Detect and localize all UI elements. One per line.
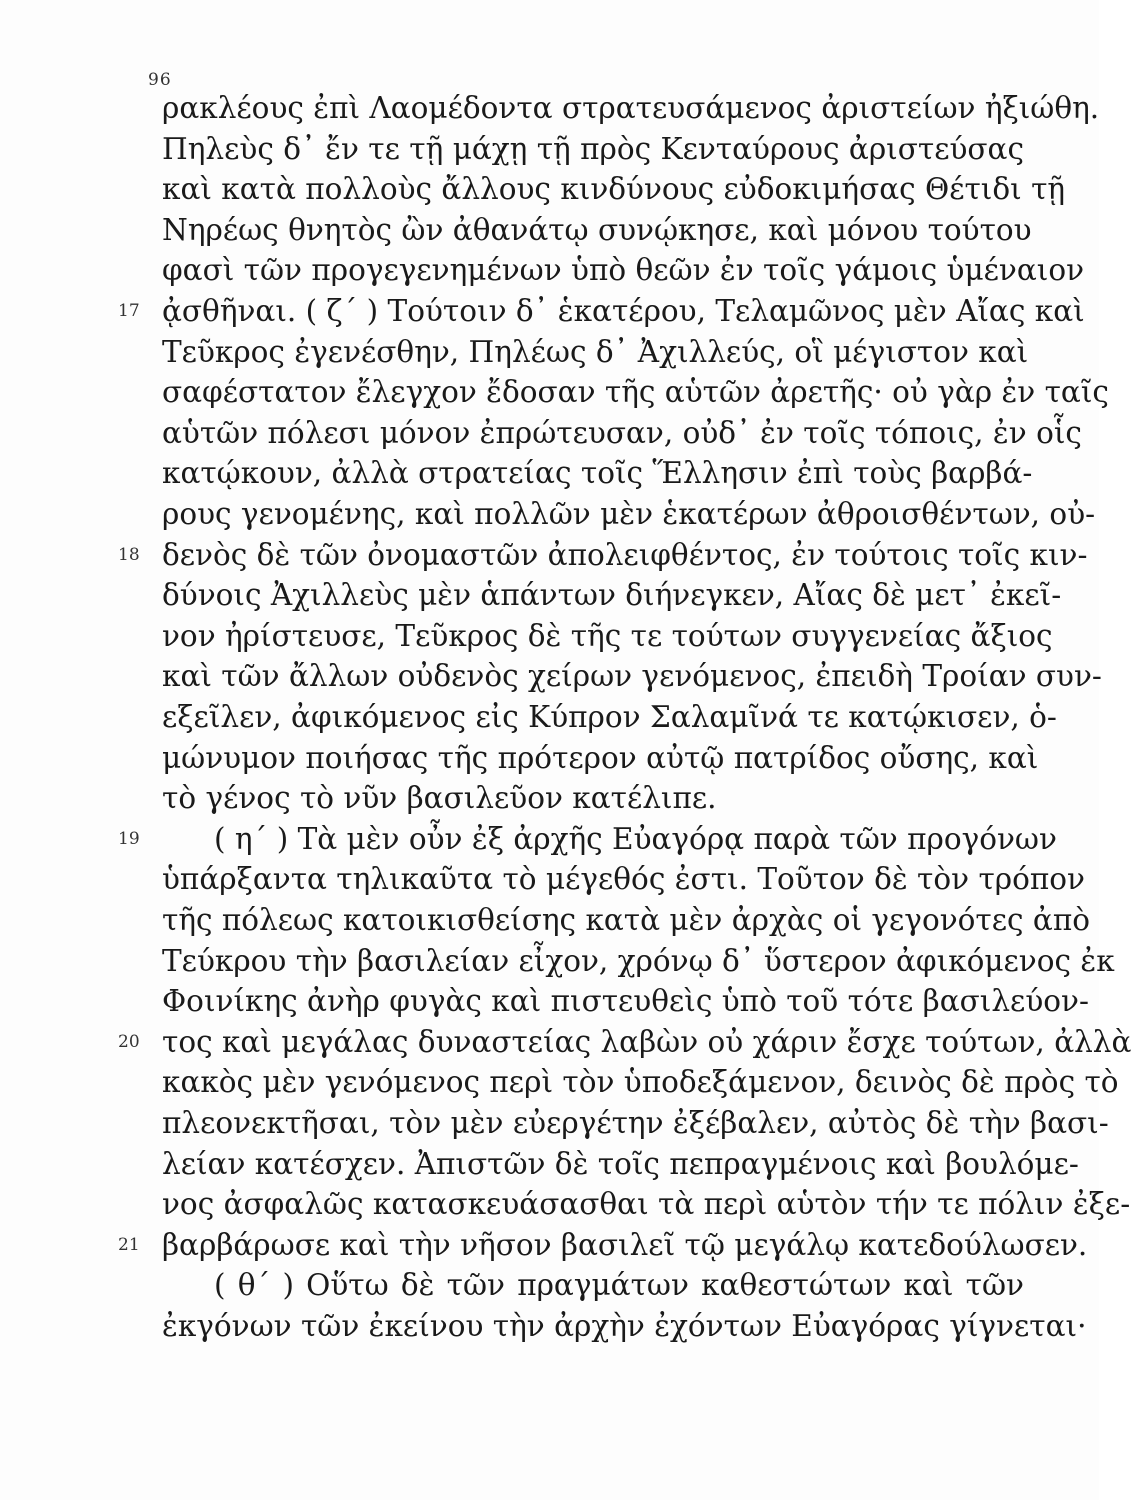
margin-section-number: 17 <box>118 301 140 321</box>
text-line: νον ἠρίστευσε, Τεῦκρος δὲ τῆς τε τούτων συγγενείας ἄξιος <box>162 618 1053 653</box>
text-line: καὶ τῶν ἄλλων οὐδενὸς χείρων γενόμενος, ἐπειδὴ Τροίαν συν- <box>162 659 1102 694</box>
text-line: ( θ´ ) Οὕτω δὲ τῶν πραγμάτων καθεστώτων καὶ τῶν <box>214 1268 1024 1303</box>
text-line: σαφέστατον ἔλεγχον ἔδοσαν τῆς αὑτῶν ἀρετῆς· οὐ γὰρ ἐν ταῖς <box>162 375 1109 410</box>
text-line: νος ἀσφαλῶς κατασκευάσασθαι τὰ περὶ αὑτὸν τήν τε πόλιν ἐξε- <box>162 1187 1131 1222</box>
text-line: ρους γενομένης, καὶ πολλῶν μὲν ἑκατέρων ἀθροισθέντων, οὐ- <box>162 497 1096 531</box>
text-line: κακὸς μὲν γενόμενος περὶ τὸν ὑποδεξάμενον, δεινὸς δὲ πρὸς τὸ <box>162 1065 1119 1100</box>
margin-section-number: 20 <box>118 1031 140 1052</box>
text-line: μώνυμον ποιήσας τῆς πρότερον αὐτῷ πατρίδος οὔσης, καὶ <box>162 740 1039 775</box>
text-line: τος καὶ μεγάλας δυναστείας λαβὼν οὐ χάριν ἔσχε τούτων, ἀλλὰ <box>162 1024 1131 1059</box>
text-line: Νηρέως θνητὸς ὢν ἀθανάτῳ συνῴκησε, καὶ μόνου τούτου <box>162 212 1032 247</box>
text-line: λείαν κατέσχεν. Ἀπιστῶν δὲ τοῖς πεπραγμένοις καὶ βουλόμε- <box>162 1146 1079 1181</box>
text-line: πλεονεκτῆσαι, τὸν μὲν εὐεργέτην ἐξέβαλεν, αὐτὸς δὲ τὴν βασι- <box>162 1106 1109 1140</box>
margin-section-number: 21 <box>118 1234 140 1255</box>
text-line: τὸ γένος τὸ νῦν βασιλεῦον κατέλιπε. <box>162 781 717 816</box>
page-number: 96 <box>148 70 172 90</box>
text-line: δενὸς δὲ τῶν ὀνομαστῶν ἀπολειφθέντος, ἐν τούτοις τοῖς κιν- <box>162 537 1088 572</box>
text-line: βαρβάρωσε καὶ τὴν νῆσον βασιλεῖ τῷ μεγάλῳ κατεδούλωσεν. <box>162 1227 1088 1262</box>
text-line: ( η´ ) Τὰ μὲν οὖν ἐξ ἀρχῆς Εὐαγόρᾳ παρὰ τῶν προγόνων <box>214 821 1057 856</box>
text-line: Πηλεὺς δ᾽ ἔν τε τῇ μάχῃ τῇ πρὸς Κενταύρους ἀριστεύσας <box>162 131 1024 166</box>
margin-section-number: 18 <box>118 544 140 565</box>
text-line: καὶ κατὰ πολλοὺς ἄλλους κινδύνους εὐδοκιμήσας Θέτιδι τῇ <box>162 172 1066 207</box>
text-line: αὑτῶν πόλεσι μόνον ἐπρώτευσαν, οὐδ᾽ ἐν τοῖς τόποις, ἐν οἷς <box>162 415 1082 450</box>
text-line: Τεύκρου τὴν βασιλείαν εἶχον, χρόνῳ δ᾽ ὕστερον ἀφικόμενος ἐκ <box>162 943 1115 978</box>
text-line: εξεῖλεν, ἀφικόμενος εἰς Κύπρον Σαλαμῖνά τε κατῴκισεν, ὁ- <box>162 700 1057 734</box>
margin-section-number: 19 <box>118 828 140 849</box>
text-line: ᾀσθῆναι. ( ζ´ ) Τούτοιν δ᾽ ἑκατέρου, Τελαμῶνος μὲν Αἴας καὶ <box>162 294 1085 328</box>
text-line: ἐκγόνων τῶν ἐκείνου τὴν ἀρχὴν ἐχόντων Εὐαγόρας γίγνεται· <box>162 1309 1087 1343</box>
text-line: τῆς πόλεως κατοικισθείσης κατὰ μὲν ἀρχὰς οἱ γεγονότες ἀπὸ <box>162 903 1090 937</box>
text-line: ρακλέους ἐπὶ Λαομέδοντα στρατευσάμενος ἀριστείων ἠξιώθη. <box>162 91 1100 125</box>
text-line: κατῴκουν, ἀλλὰ στρατείας τοῖς Ἕλλησιν ἐπὶ τοὺς βαρβά- <box>162 456 1033 491</box>
text-line: Φοινίκης ἀνὴρ φυγὰς καὶ πιστευθεὶς ὑπὸ τοῦ τότε βασιλεύον- <box>162 984 1089 1019</box>
text-line: ὑπάρξαντα τηλικαῦτα τὸ μέγεθός ἐστι. Τοῦτον δὲ τὸν τρόπον <box>162 862 1085 897</box>
text-line: Τεῦκρος ἐγενέσθην, Πηλέως δ᾽ Ἀχιλλεύς, οἳ μέγιστον καὶ <box>162 334 1029 369</box>
text-line: δύνοις Ἀχιλλεὺς μὲν ἁπάντων διήνεγκεν, Αἴας δὲ μετ᾽ ἐκεῖ- <box>162 578 1062 613</box>
text-line: φασὶ τῶν προγεγενημένων ὑπὸ θεῶν ἐν τοῖς γάμοις ὑμέναιον <box>162 253 1085 288</box>
